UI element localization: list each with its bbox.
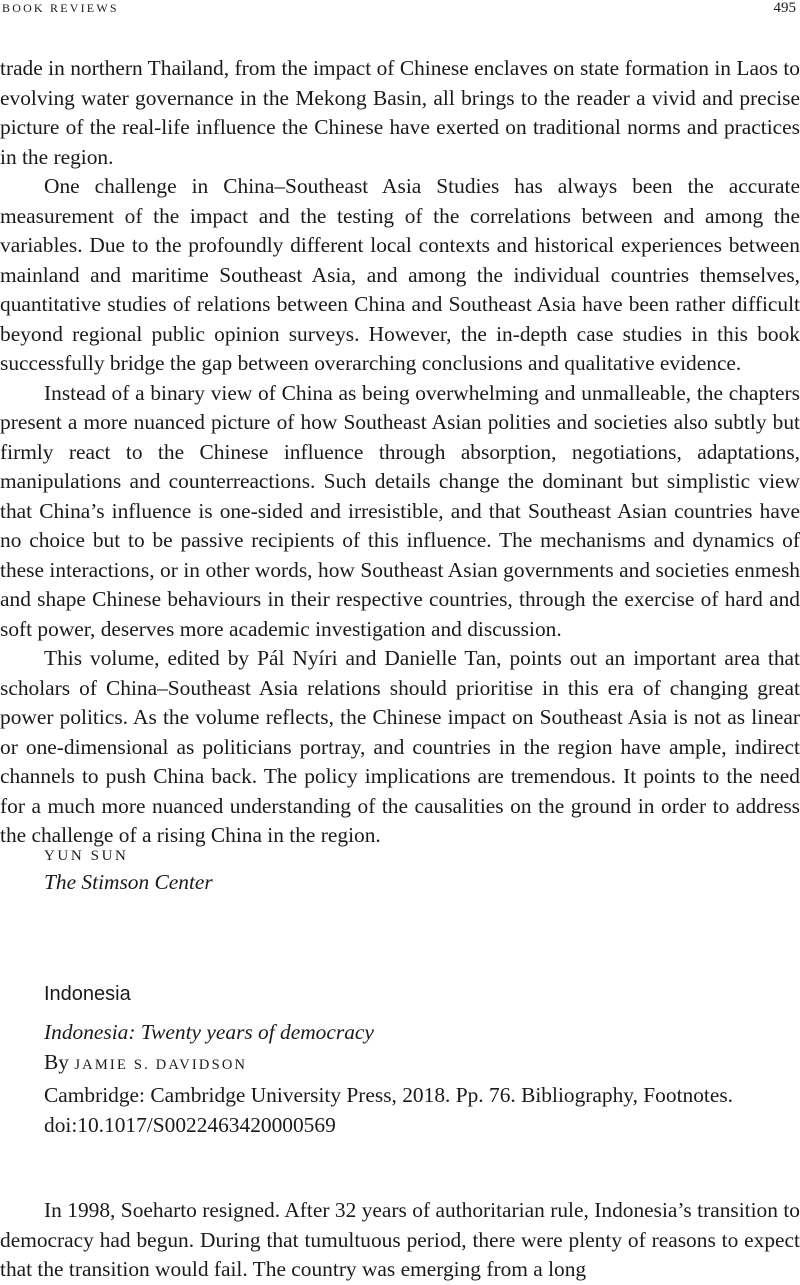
book-author: JAMIE S. DAVIDSON [74, 1057, 248, 1073]
book-author-line [44, 1047, 800, 1080]
paragraph: Instead of a binary view of China as being overwhelming and unmalleable, the chapters present a more nuanced picture of how Southeast Asian polities and societies also subtly but firmly react to the Chinese influence through absorption, negotiations, adaptations, manipulations and counterreactions. Such details change the dominant but simplistic view that China’s influence is one-sided and irresistible, and that Southeast Asian countries have no choice but to be passive recipients of this influence. The mechanisms and dynamics of these interactions, or in other words, how Southeast Asian governments and societies enmesh and shape Chinese behaviours in their respective countries, through the exercise of hard and soft power, deserves more academic investigation and discussion. [0, 380, 800, 641]
next-review-body [0, 1196, 800, 1285]
book-doi: doi:10.1017/S0022463420000569 [44, 1113, 336, 1137]
paragraph: One challenge in China–Southeast Asia Studies has always been the accurate measurement of the impact and the testing of the correlations between and among the variables. Due to the profoundly different local contexts and historical experiences between mainland and maritime Southeast Asia, and among the individual countries themselves, quantitative studies of relations between China and Southeast Asia have been rather difficult beyond regional public opinion surveys. However, the in-depth case studies in this book successfully bridge the gap between overarching conclusions and qualitative evidence. [0, 174, 800, 375]
book-publication: Cambridge: Cambridge University Press, 2018. Pp. 76. Bibliography, Footnotes. [44, 1083, 734, 1107]
section-heading: Indonesia [44, 983, 131, 1005]
page-number: 495 [773, 0, 796, 16]
book-title: Indonesia: Twenty years of democracy [44, 1020, 374, 1044]
book-citation [44, 1017, 800, 1140]
paragraph: This volume, edited by Pál Nyíri and Danielle Tan, points out an important area that scholars of China–Southeast Asia relations should prioritise in this era of changing great power politics. As the volume reflects, the Chinese impact on Southeast Asia is not as linear or one-dimensional as politicians portray, and countries in the region have ample, indirect channels to push China back. The policy implications are tremendous. It points to the need for a much more nuanced understanding of the causalities on the ground in order to address the challenge of a rising China in the region. [0, 646, 800, 847]
reviewer-signature [44, 844, 213, 896]
paragraph: trade in northern Thailand, from the impact of Chinese enclaves on state formation in Laos to evolving water governance in the Mekong Basin, all brings to the reader a vivid and precise picture of the real-life influence the Chinese have exerted on traditional norms and practices in the region. [0, 56, 800, 169]
running-title: BOOK REVIEWS [2, 1, 119, 15]
previous-review-body [0, 54, 800, 851]
running-header [0, 0, 800, 20]
reviewer-affiliation: The Stimson Center [44, 870, 213, 894]
by-prefix: By [44, 1050, 69, 1074]
reviewer-name: YUN SUN [44, 848, 129, 864]
paragraph: In 1998, Soeharto resigned. After 32 years of authoritarian rule, Indonesia’s transition to democracy had begun. During that tumultuous period, there were plenty of reasons to expect that the transition would fail. The country was emerging from a long [0, 1198, 800, 1281]
